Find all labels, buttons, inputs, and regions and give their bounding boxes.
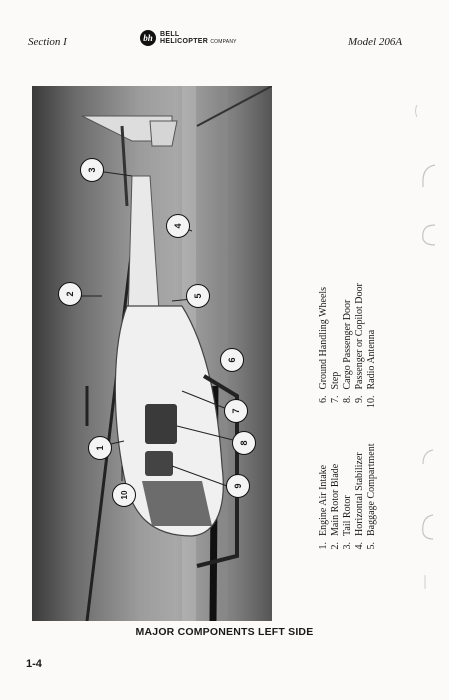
page-number: 1-4	[26, 658, 42, 670]
callout-4: 4	[166, 214, 190, 238]
callout-10: 10	[112, 483, 136, 507]
callout-1: 1	[88, 436, 112, 460]
callout-7: 7	[224, 399, 248, 423]
section-label: Section I	[28, 36, 67, 48]
legend-item: 2.Main Rotor Blade	[330, 463, 341, 550]
legend-item: 7.Step	[330, 371, 341, 404]
logo-line-1: BELL	[160, 30, 180, 38]
legend-item: 3.Tail Rotor	[342, 495, 353, 550]
legend-column-2	[318, 283, 378, 413]
callout-8: 8	[232, 431, 256, 455]
legend-item: 4.Horizontal Stabilizer	[354, 452, 365, 550]
callout-6: 6	[220, 348, 244, 372]
legend-item: 5.Baggage Compartment	[366, 443, 377, 550]
bell-logo	[140, 30, 237, 46]
legend-item: 8.Cargo Passenger Door	[342, 299, 353, 404]
helicopter-photo	[32, 86, 272, 621]
legend-item: 6.Ground Handling Wheels	[318, 286, 329, 404]
bell-monogram-icon: bh	[140, 30, 156, 46]
binder-marks	[405, 95, 445, 605]
components-legend	[318, 140, 378, 560]
callout-2: 2	[58, 282, 82, 306]
legend-column-1	[318, 444, 378, 560]
callout-9: 9	[226, 474, 250, 498]
legend-item: 1.Engine Air Intake	[318, 464, 329, 550]
legend-item: 9.Passenger or Copilot Door	[354, 283, 365, 404]
figure-caption: MAJOR COMPONENTS LEFT SIDE	[135, 626, 314, 638]
logo-company: COMPANY	[210, 38, 237, 45]
logo-line-2: HELICOPTER	[160, 37, 209, 45]
callout-3: 3	[80, 158, 104, 182]
model-label: Model 206A	[348, 36, 403, 48]
legend-item: 10.Radio Antenna	[366, 329, 377, 409]
callout-5: 5	[186, 284, 210, 308]
